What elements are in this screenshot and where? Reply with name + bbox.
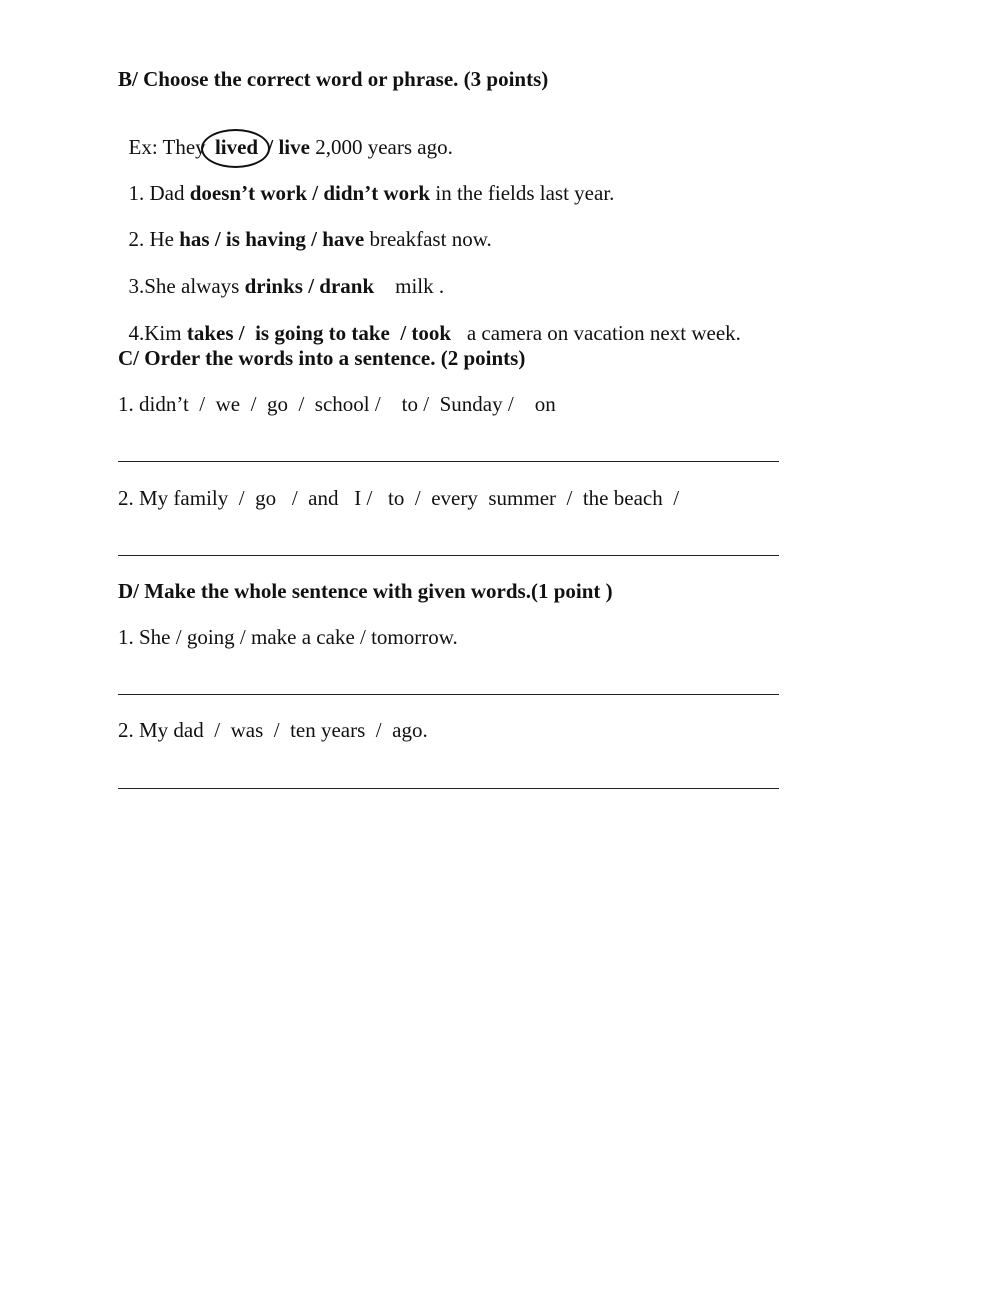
question-prefix: 1. Dad (128, 181, 190, 205)
example-circled-answer: lived (211, 137, 262, 158)
answer-line-c2[interactable] (118, 555, 779, 556)
answer-line-d1[interactable] (118, 694, 779, 695)
question-prefix: 2. He (128, 227, 180, 251)
question-suffix: in the fields last year. (430, 181, 615, 205)
answer-options[interactable]: doesn’t work / didn’t work (189, 181, 431, 205)
answer-line-c1[interactable] (118, 461, 779, 462)
answer-options[interactable]: takes / is going to take / took (186, 321, 452, 345)
example-other-option: / live (262, 135, 310, 159)
question-d2: 2. My dad / was / ten years / ago. (118, 718, 428, 742)
question-b2 (118, 208, 492, 250)
question-suffix: milk . (374, 274, 445, 298)
answer-options[interactable]: has / is having / have (179, 227, 365, 251)
section-c-heading: C/ Order the words into a sentence. (2 points) (118, 346, 526, 370)
answer-options[interactable]: drinks / drank (244, 274, 375, 298)
question-b4 (118, 302, 741, 344)
example-prefix: Ex: They (128, 135, 211, 159)
question-b1 (118, 162, 614, 204)
question-suffix: a camera on vacation next week. (451, 321, 741, 345)
question-c2: 2. My family / go / and I / to / every summer / the beach / (118, 486, 680, 510)
answer-line-d2[interactable] (118, 788, 779, 789)
question-prefix: 4.Kim (128, 321, 187, 345)
example-suffix: 2,000 years ago. (309, 135, 453, 159)
question-c1: 1. didn’t / we / go / school / to / Sunday / on (118, 392, 556, 416)
section-b-heading: B/ Choose the correct word or phrase. (3 points) (118, 67, 549, 91)
question-suffix: breakfast now. (364, 227, 492, 251)
question-d1: 1. She / going / make a cake / tomorrow. (118, 625, 458, 649)
example-sentence (118, 116, 453, 158)
question-b3 (118, 255, 444, 297)
section-d-heading: D/ Make the whole sentence with given words.(1 point ) (118, 579, 613, 603)
question-prefix: 3.She always (128, 274, 245, 298)
